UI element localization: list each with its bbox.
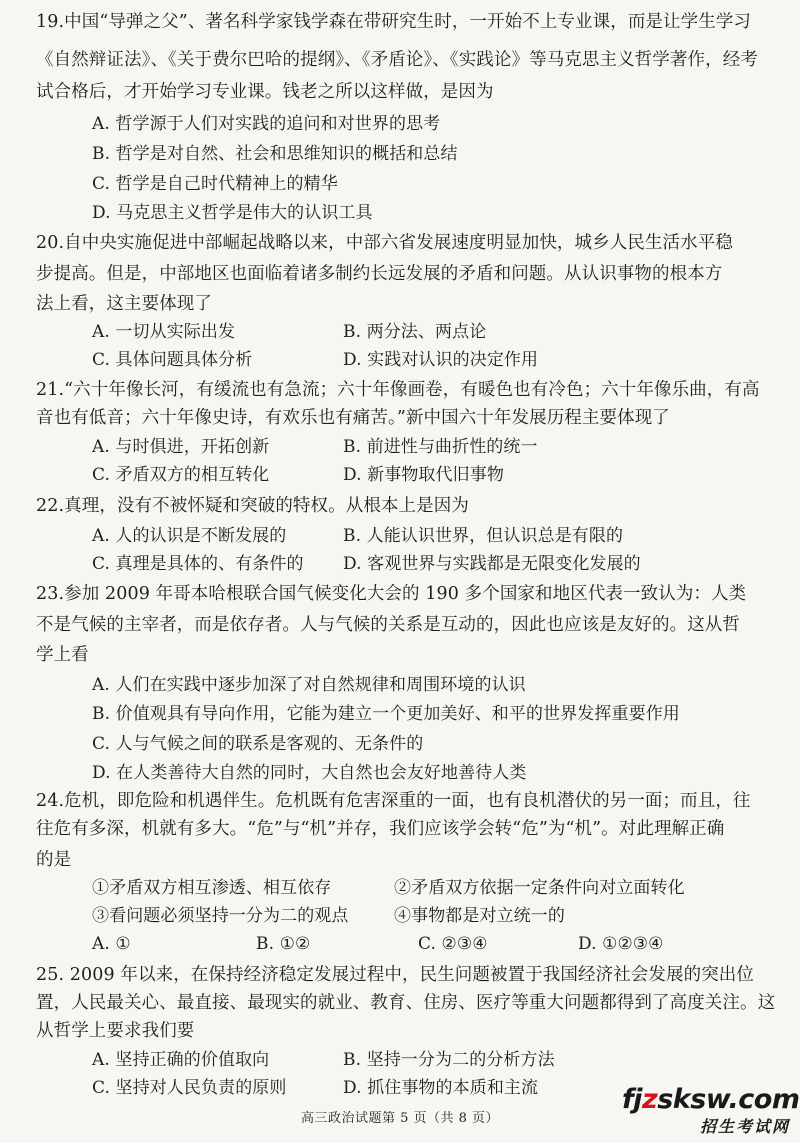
q23-stem-line-3: 学上看 bbox=[36, 645, 89, 665]
q19-option-d: D. 马克思主义哲学是伟大的认识工具 bbox=[92, 203, 373, 223]
q24-statement-2: ②矛盾双方依据一定条件向对立面转化 bbox=[394, 878, 685, 898]
q21-stem-line-2: 音也有低音；六十年像史诗，有欢乐也有痛苦。”新中国六十年发展历程主要体现了 bbox=[36, 408, 670, 428]
q19-option-b: B. 哲学是对自然、社会和思维知识的概括和总结 bbox=[92, 144, 458, 164]
q24-option-d: D. ①②③④ bbox=[578, 934, 664, 954]
watermark-subtitle: 招生考试网 bbox=[700, 1117, 791, 1136]
q20-stem-line-1: 20.自中央实施促进中部崛起战略以来，中部六省发展速度明显加快，城乡人民生活水平稳 bbox=[36, 233, 733, 253]
q23-option-d: D. 在人类善待大自然的同时，大自然也会友好地善待人类 bbox=[92, 763, 527, 783]
q25-option-c: C. 坚持对人民负责的原则 bbox=[92, 1078, 287, 1098]
q23-option-c: C. 人与气候之间的联系是客观的、无条件的 bbox=[92, 734, 424, 754]
q24-stem-line-1: 24.危机，即危险和机遇伴生。危机既有危害深重的一面，也有良机潜伏的另一面；而且，往 bbox=[36, 791, 751, 811]
q22-option-b: B. 人能认识世界，但认识总是有限的 bbox=[343, 526, 624, 546]
q19-stem-line-2: 《自然辩证法》、《关于费尔巴哈的提纲》、《矛盾论》、《实践论》等马克思主义哲学著作，经考 bbox=[36, 50, 758, 70]
q22-option-c: C. 真理是具体的、有条件的 bbox=[92, 554, 304, 574]
q21-option-b: B. 前进性与曲折性的统一 bbox=[343, 437, 538, 457]
q19-stem-line-3: 试合格后，才开始学习专业课。钱老之所以这样做，是因为 bbox=[36, 82, 494, 102]
q23-stem-line-2: 不是气候的主宰者，而是依存者。人与气候的关系是互动的，因此也应该是友好的。这从哲 bbox=[36, 615, 740, 635]
q21-stem-line-1: 21.“六十年像长河，有缓流也有急流；六十年像画卷，有暖色也有冷色；六十年像乐曲，有高 bbox=[36, 380, 760, 400]
q21-option-c: C. 矛盾双方的相互转化 bbox=[92, 465, 270, 485]
watermark-site-prefix: fj bbox=[622, 1084, 643, 1115]
q25-stem-line-1: 25. 2009 年以来，在保持经济稳定发展过程中，民生问题被置于我国经济社会发展的突出位 bbox=[36, 965, 754, 985]
watermark-site-highlight: z bbox=[642, 1084, 658, 1115]
q24-statement-4: ④事物都是对立统一的 bbox=[394, 906, 565, 926]
q24-stem-line-3: 的是 bbox=[36, 850, 72, 870]
q23-stem-line-1: 23.参加 2009 年哥本哈根联合国气候变化大会的 190 多个国家和地区代表一致认为：人类 bbox=[36, 584, 747, 604]
q22-option-d: D. 客观世界与实践都是无限变化发展的 bbox=[343, 554, 641, 574]
q25-stem-line-2: 置，人民最关心、最直接、最现实的就业、教育、住房、医疗等重大问题都得到了高度关注。这 bbox=[36, 993, 776, 1013]
q24-statement-1: ①矛盾双方相互渗透、相互依存 bbox=[92, 878, 332, 898]
q20-option-a: A. 一切从实际出发 bbox=[92, 322, 236, 342]
q22-option-a: A. 人的认识是不断发展的 bbox=[92, 526, 287, 546]
q24-statement-3: ③看问题必须坚持一分为二的观点 bbox=[92, 906, 349, 926]
q25-stem-line-3: 从哲学上要求我们要 bbox=[36, 1021, 195, 1041]
q19-option-c: C. 哲学是自己时代精神上的精华 bbox=[92, 174, 338, 194]
q20-option-d: D. 实践对认识的决定作用 bbox=[343, 350, 539, 370]
q20-option-c: C. 具体问题具体分析 bbox=[92, 350, 253, 370]
q25-option-b: B. 坚持一分为二的分析方法 bbox=[343, 1050, 555, 1070]
q23-option-b: B. 价值观具有导向作用，它能为建立一个更加美好、和平的世界发挥重要作用 bbox=[92, 704, 680, 724]
watermark-site bbox=[622, 1085, 800, 1115]
q22-stem-line-1: 22.真理，没有不被怀疑和突破的特权。从根本上是因为 bbox=[36, 496, 469, 516]
watermark-site-rest: sksw.com bbox=[657, 1084, 800, 1115]
q19-option-a: A. 哲学源于人们对实践的追问和对世界的思考 bbox=[92, 114, 441, 134]
q20-option-b: B. 两分法、两点论 bbox=[343, 322, 487, 342]
q21-option-d: D. 新事物取代旧事物 bbox=[343, 465, 504, 485]
q21-option-a: A. 与时俱进，开拓创新 bbox=[92, 437, 270, 457]
page-footer: 高三政治试题第 5 页（共 8 页） bbox=[300, 1111, 500, 1126]
q25-option-a: A. 坚持正确的价值取向 bbox=[92, 1050, 270, 1070]
q25-option-d: D. 抓住事物的本质和主流 bbox=[343, 1078, 539, 1098]
q24-option-c: C. ②③④ bbox=[418, 934, 488, 954]
q19-stem-line-1: 19.中国“导弹之父”、著名科学家钱学森在带研究生时，一开始不上专业课，而是让学生学习 bbox=[36, 12, 752, 32]
q23-option-a: A. 人们在实践中逐步加深了对自然规律和周围环境的认识 bbox=[92, 675, 526, 695]
q20-stem-line-2: 步提高。但是，中部地区也面临着诸多制约长远发展的矛盾和问题。从认识事物的根本方 bbox=[36, 264, 723, 284]
q24-stem-line-2: 往危有多深，机就有多大。“危”与“机”并存，我们应该学会转“危”为“机”。对此理解正确 bbox=[36, 819, 725, 839]
q24-option-a: A. ① bbox=[92, 934, 131, 954]
q24-option-b: B. ①② bbox=[256, 934, 311, 954]
q20-stem-line-3: 法上看，这主要体现了 bbox=[36, 294, 212, 314]
